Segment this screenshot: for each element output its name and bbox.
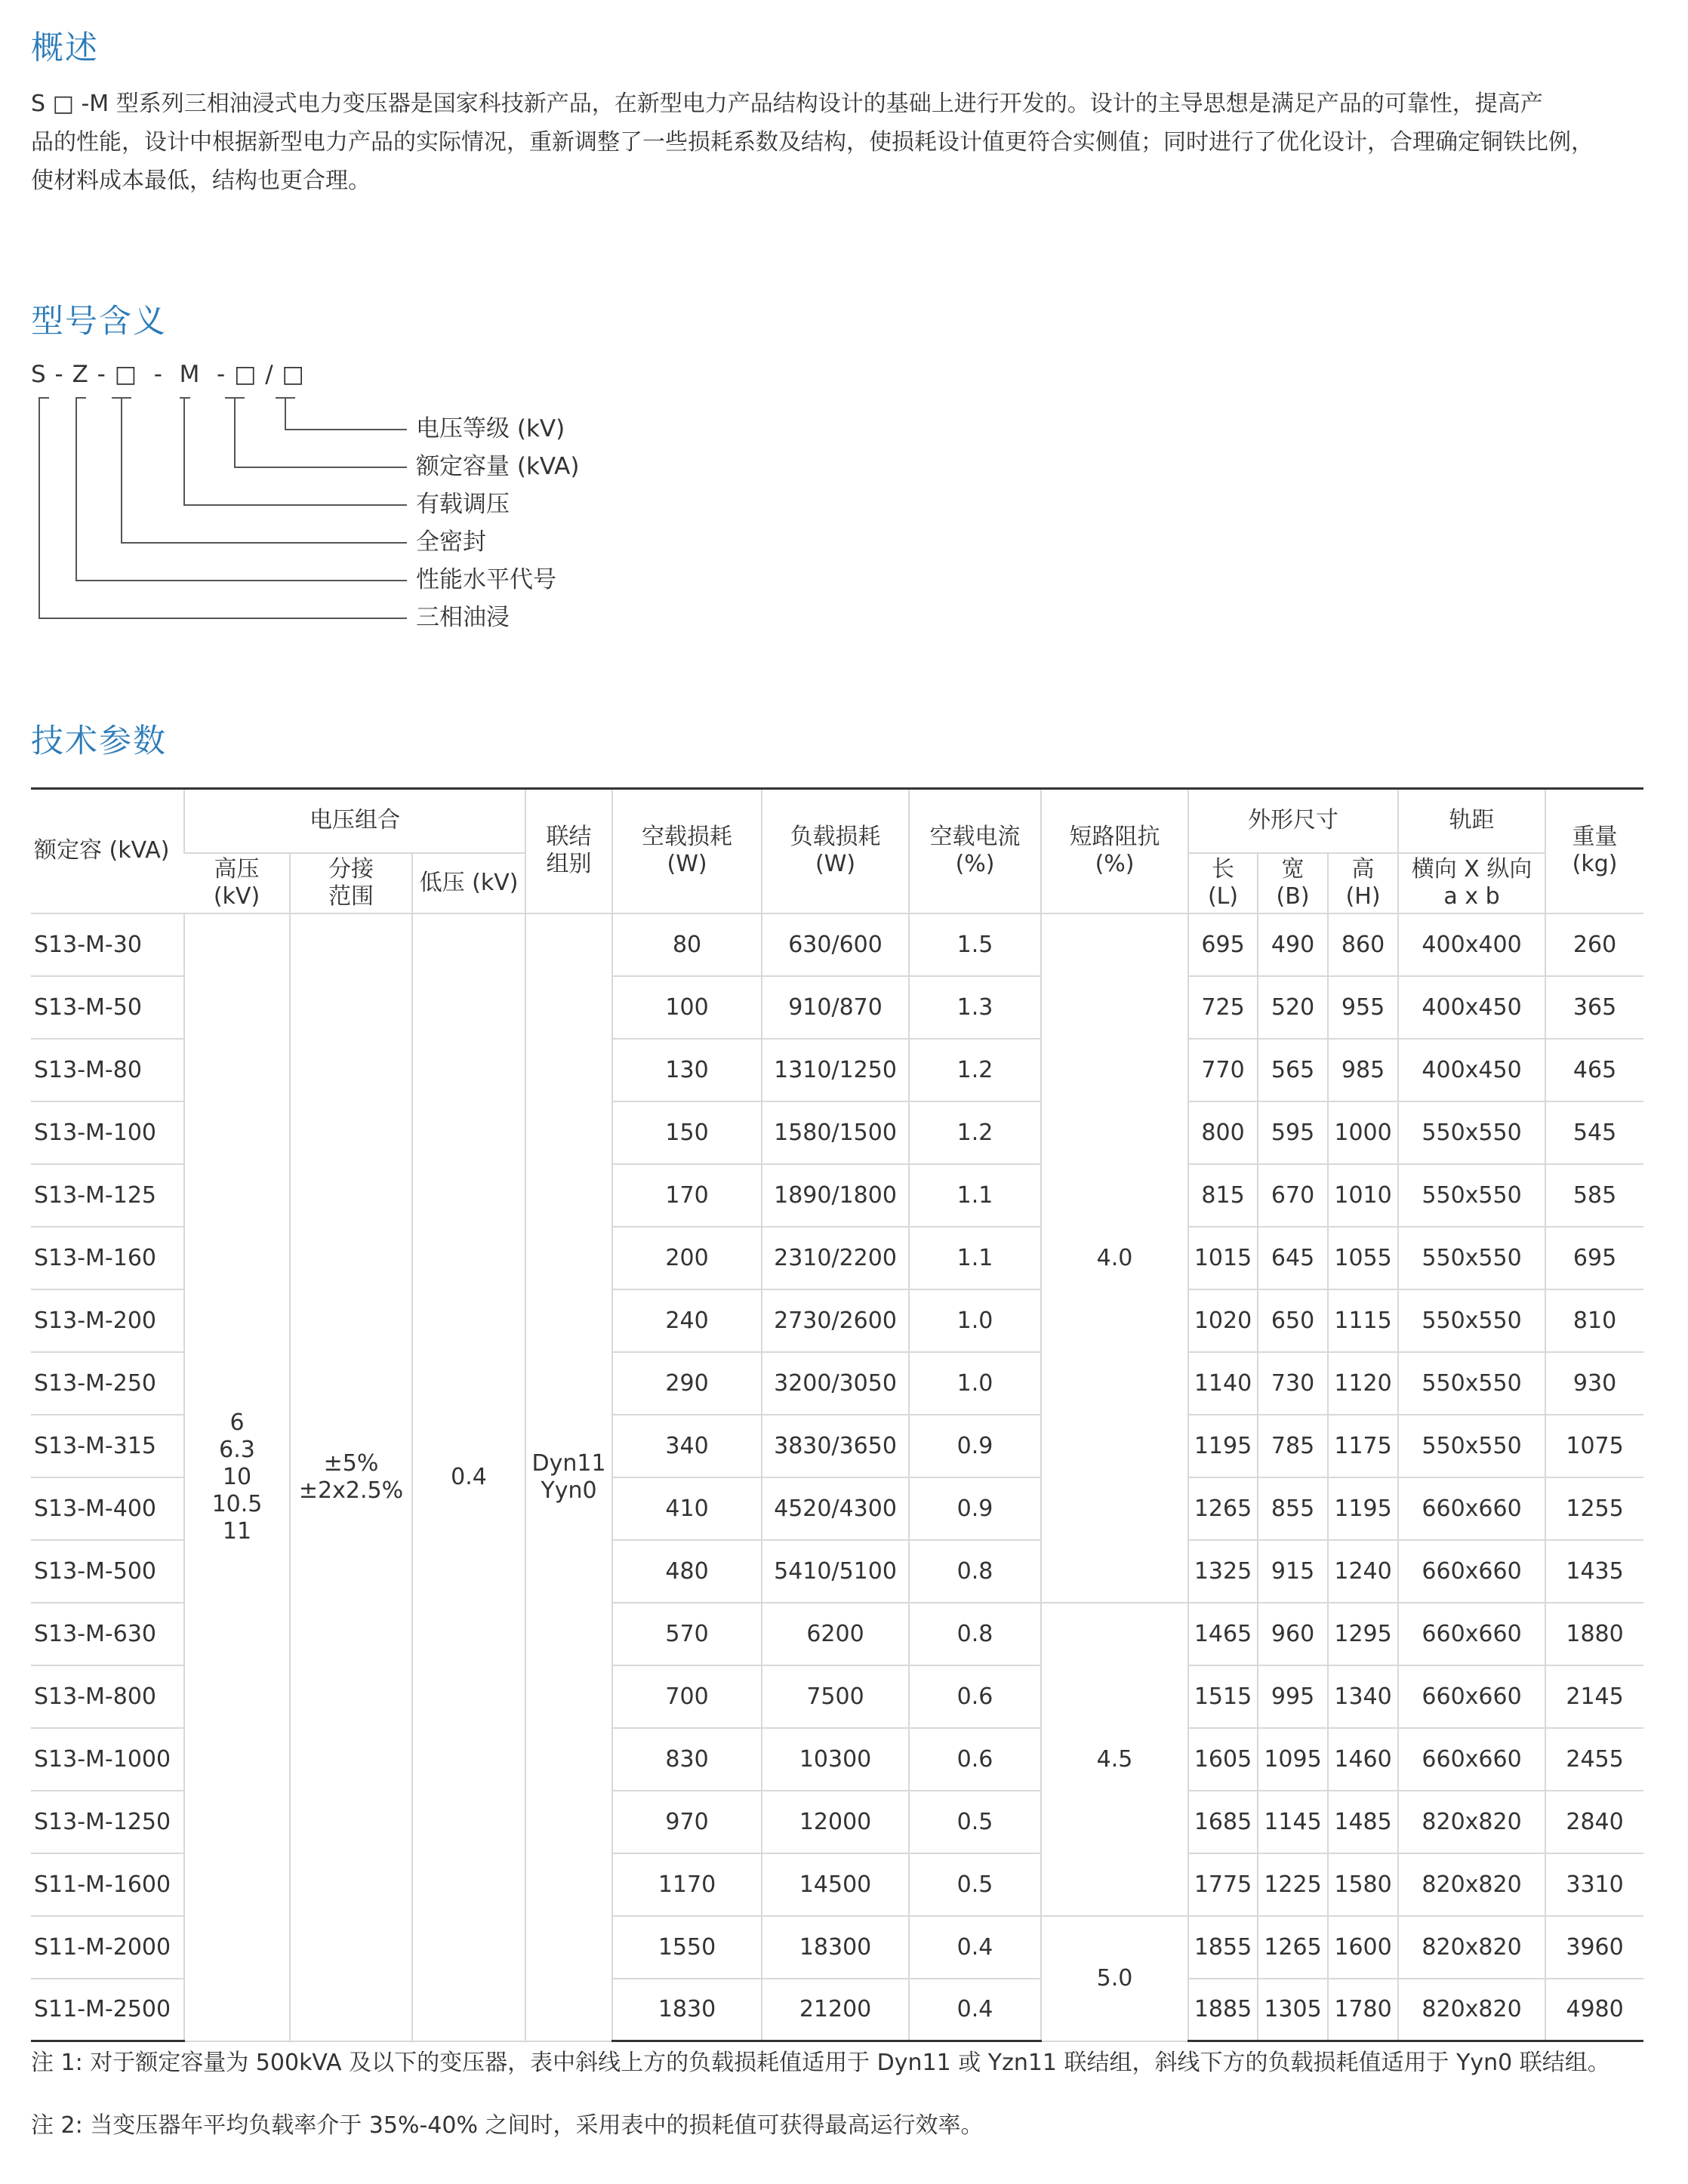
cell-no-load-loss: 480 bbox=[612, 1540, 762, 1603]
cell-length: 1855 bbox=[1188, 1916, 1258, 1979]
cell-no-load-current: 1.3 bbox=[909, 976, 1041, 1039]
cell-height: 1580 bbox=[1328, 1853, 1398, 1916]
cell-width: 855 bbox=[1258, 1477, 1328, 1540]
cell-length: 1465 bbox=[1188, 1603, 1258, 1665]
cell-width: 1145 bbox=[1258, 1791, 1328, 1853]
overview-line-1: S □ -M 型系列三相油浸式电力变压器是国家科技新产品，在新型电力产品结构设计的基础上进行开发的。设计的主导思想是满足产品的可靠性，提高产 bbox=[31, 91, 1543, 117]
cell-length: 725 bbox=[1188, 976, 1258, 1039]
cell-no-load-loss: 80 bbox=[612, 913, 762, 976]
label-fully-sealed: 全密封 bbox=[416, 528, 486, 556]
cell-weight: 2455 bbox=[1545, 1728, 1643, 1791]
cell-lv-merged: 0.4 bbox=[412, 913, 525, 2041]
cell-length: 1020 bbox=[1188, 1289, 1258, 1352]
header-height: 高 (H) bbox=[1328, 853, 1398, 913]
cell-weight: 1880 bbox=[1545, 1603, 1643, 1665]
cell-height: 1460 bbox=[1328, 1728, 1398, 1791]
header-hv: 高压 (kV) bbox=[184, 853, 290, 913]
cell-no-load-current: 1.1 bbox=[909, 1227, 1041, 1289]
cell-model: S13-M-125 bbox=[31, 1164, 184, 1227]
cell-no-load-current: 1.0 bbox=[909, 1352, 1041, 1415]
cell-weight: 2145 bbox=[1545, 1665, 1643, 1728]
cell-length: 695 bbox=[1188, 913, 1258, 976]
cell-load-loss: 18300 bbox=[762, 1916, 909, 1979]
cell-model: S13-M-1000 bbox=[31, 1728, 184, 1791]
label-voltage-class: 电压等级 (kV) bbox=[416, 415, 565, 442]
note-1: 注 1: 对于额定容量为 500kVA 及以下的变压器，表中斜线上方的负载损耗值适用于 Dyn11 或 Yzn11 联结组，斜线下方的负载损耗值适用于 Yyn0 联结组。 bbox=[31, 2050, 1610, 2076]
cell-impedance-group-3: 5.0 bbox=[1041, 1916, 1188, 2041]
cell-weight: 365 bbox=[1545, 976, 1643, 1039]
cell-no-load-loss: 1170 bbox=[612, 1853, 762, 1916]
cell-no-load-current: 1.5 bbox=[909, 913, 1041, 976]
cell-model: S13-M-400 bbox=[31, 1477, 184, 1540]
cell-no-load-loss: 240 bbox=[612, 1289, 762, 1352]
cell-no-load-current: 0.5 bbox=[909, 1791, 1041, 1853]
cell-no-load-loss: 130 bbox=[612, 1039, 762, 1101]
cell-gauge: 550x550 bbox=[1398, 1101, 1545, 1164]
cell-tap-merged: ±5% ±2x2.5% bbox=[290, 913, 412, 2041]
cell-width: 960 bbox=[1258, 1603, 1328, 1665]
cell-no-load-loss: 830 bbox=[612, 1728, 762, 1791]
cell-weight: 1075 bbox=[1545, 1415, 1643, 1477]
cell-load-loss: 4520/4300 bbox=[762, 1477, 909, 1540]
spec-table bbox=[31, 787, 1643, 2042]
cell-height: 1600 bbox=[1328, 1916, 1398, 1979]
cell-weight: 465 bbox=[1545, 1039, 1643, 1101]
cell-no-load-current: 1.2 bbox=[909, 1039, 1041, 1101]
cell-width: 490 bbox=[1258, 913, 1328, 976]
header-dimensions: 外形尺寸 bbox=[1188, 789, 1398, 853]
cell-load-loss: 10300 bbox=[762, 1728, 909, 1791]
cell-gauge: 550x550 bbox=[1398, 1352, 1545, 1415]
header-no-load-loss: 空载损耗 (W) bbox=[612, 789, 762, 913]
cell-model: S13-M-50 bbox=[31, 976, 184, 1039]
cell-no-load-current: 1.1 bbox=[909, 1164, 1041, 1227]
cell-height: 1485 bbox=[1328, 1791, 1398, 1853]
cell-gauge: 550x550 bbox=[1398, 1289, 1545, 1352]
cell-no-load-current: 0.9 bbox=[909, 1415, 1041, 1477]
cell-no-load-loss: 1550 bbox=[612, 1916, 762, 1979]
cell-no-load-loss: 170 bbox=[612, 1164, 762, 1227]
cell-load-loss: 1580/1500 bbox=[762, 1101, 909, 1164]
cell-length: 1265 bbox=[1188, 1477, 1258, 1540]
label-performance-code: 性能水平代号 bbox=[416, 566, 556, 593]
cell-no-load-loss: 200 bbox=[612, 1227, 762, 1289]
cell-gauge: 820x820 bbox=[1398, 1979, 1545, 2041]
cell-gauge: 660x660 bbox=[1398, 1603, 1545, 1665]
overview-line-3: 使材料成本最低，结构也更合理。 bbox=[31, 168, 371, 194]
cell-no-load-current: 1.0 bbox=[909, 1289, 1041, 1352]
cell-height: 955 bbox=[1328, 976, 1398, 1039]
cell-model: S13-M-80 bbox=[31, 1039, 184, 1101]
cell-gauge: 820x820 bbox=[1398, 1791, 1545, 1853]
cell-hv-merged: 6 6.3 10 10.5 11 bbox=[184, 913, 290, 2041]
cell-height: 1340 bbox=[1328, 1665, 1398, 1728]
cell-width: 650 bbox=[1258, 1289, 1328, 1352]
cell-width: 1225 bbox=[1258, 1853, 1328, 1916]
cell-gauge: 550x550 bbox=[1398, 1227, 1545, 1289]
cell-length: 770 bbox=[1188, 1039, 1258, 1101]
cell-impedance-group-2: 4.5 bbox=[1041, 1603, 1188, 1916]
cell-gauge: 400x450 bbox=[1398, 976, 1545, 1039]
model-heading: 型号含义 bbox=[31, 303, 167, 340]
cell-width: 995 bbox=[1258, 1665, 1328, 1728]
header-connection: 联结 组别 bbox=[525, 789, 612, 913]
cell-model: S13-M-100 bbox=[31, 1101, 184, 1164]
cell-weight: 810 bbox=[1545, 1289, 1643, 1352]
header-impedance: 短路阻抗 (%) bbox=[1041, 789, 1188, 913]
cell-gauge: 660x660 bbox=[1398, 1477, 1545, 1540]
cell-model: S13-M-1250 bbox=[31, 1791, 184, 1853]
cell-gauge: 660x660 bbox=[1398, 1540, 1545, 1603]
cell-load-loss: 6200 bbox=[762, 1603, 909, 1665]
cell-weight: 4980 bbox=[1545, 1979, 1643, 2041]
cell-weight: 930 bbox=[1545, 1352, 1643, 1415]
cell-gauge: 820x820 bbox=[1398, 1916, 1545, 1979]
cell-model: S11-M-2500 bbox=[31, 1979, 184, 2041]
cell-load-loss: 3830/3650 bbox=[762, 1415, 909, 1477]
cell-weight: 260 bbox=[1545, 913, 1643, 976]
cell-no-load-current: 0.4 bbox=[909, 1916, 1041, 1979]
cell-width: 1305 bbox=[1258, 1979, 1328, 2041]
header-rated-capacity: 额定容 (kVA) bbox=[31, 789, 184, 913]
cell-width: 595 bbox=[1258, 1101, 1328, 1164]
cell-width: 520 bbox=[1258, 976, 1328, 1039]
cell-length: 1515 bbox=[1188, 1665, 1258, 1728]
overview-paragraph bbox=[31, 85, 1654, 200]
cell-no-load-loss: 410 bbox=[612, 1477, 762, 1540]
cell-weight: 545 bbox=[1545, 1101, 1643, 1164]
cell-no-load-loss: 150 bbox=[612, 1101, 762, 1164]
cell-no-load-loss: 290 bbox=[612, 1352, 762, 1415]
cell-length: 815 bbox=[1188, 1164, 1258, 1227]
cell-weight: 3960 bbox=[1545, 1916, 1643, 1979]
cell-load-loss: 21200 bbox=[762, 1979, 909, 2041]
cell-no-load-loss: 570 bbox=[612, 1603, 762, 1665]
cell-model: S11-M-1600 bbox=[31, 1853, 184, 1916]
cell-length: 1885 bbox=[1188, 1979, 1258, 2041]
overview-line-2: 品的性能，设计中根据新型电力产品的实际情况，重新调整了一些损耗系数及结构，使损耗设计值更符合实侧值；同时进行了优化设计，合理确定铜铁比例， bbox=[31, 129, 1594, 156]
cell-gauge: 660x660 bbox=[1398, 1728, 1545, 1791]
cell-connection-merged: Dyn11 Yyn0 bbox=[525, 913, 612, 2041]
label-on-load-tap: 有载调压 bbox=[416, 491, 510, 518]
cell-model: S13-M-630 bbox=[31, 1603, 184, 1665]
cell-height: 1175 bbox=[1328, 1415, 1398, 1477]
cell-length: 800 bbox=[1188, 1101, 1258, 1164]
spec-table-wrapper bbox=[31, 787, 1643, 2042]
cell-width: 670 bbox=[1258, 1164, 1328, 1227]
cell-load-loss: 12000 bbox=[762, 1791, 909, 1853]
table-row bbox=[31, 913, 1643, 976]
cell-height: 1010 bbox=[1328, 1164, 1398, 1227]
cell-weight: 1255 bbox=[1545, 1477, 1643, 1540]
cell-width: 1095 bbox=[1258, 1728, 1328, 1791]
cell-load-loss: 1310/1250 bbox=[762, 1039, 909, 1101]
cell-height: 1195 bbox=[1328, 1477, 1398, 1540]
cell-model: S13-M-500 bbox=[31, 1540, 184, 1603]
cell-no-load-current: 0.6 bbox=[909, 1728, 1041, 1791]
cell-gauge: 550x550 bbox=[1398, 1164, 1545, 1227]
cell-no-load-loss: 100 bbox=[612, 976, 762, 1039]
cell-load-loss: 14500 bbox=[762, 1853, 909, 1916]
header-width: 宽 (B) bbox=[1258, 853, 1328, 913]
cell-height: 1115 bbox=[1328, 1289, 1398, 1352]
cell-no-load-current: 0.8 bbox=[909, 1540, 1041, 1603]
header-voltage-combo: 电压组合 bbox=[184, 789, 525, 853]
header-gauge: 轨距 bbox=[1398, 789, 1545, 853]
cell-weight: 695 bbox=[1545, 1227, 1643, 1289]
label-three-phase-oil: 三相油浸 bbox=[416, 604, 510, 631]
header-weight: 重量 (kg) bbox=[1545, 789, 1643, 913]
cell-gauge: 400x450 bbox=[1398, 1039, 1545, 1101]
cell-weight: 3310 bbox=[1545, 1853, 1643, 1916]
cell-height: 1780 bbox=[1328, 1979, 1398, 2041]
cell-weight: 2840 bbox=[1545, 1791, 1643, 1853]
cell-no-load-loss: 1830 bbox=[612, 1979, 762, 2041]
params-heading: 技术参数 bbox=[31, 722, 167, 760]
cell-gauge: 660x660 bbox=[1398, 1665, 1545, 1728]
cell-width: 645 bbox=[1258, 1227, 1328, 1289]
cell-load-loss: 7500 bbox=[762, 1665, 909, 1728]
cell-length: 1195 bbox=[1188, 1415, 1258, 1477]
cell-load-loss: 630/600 bbox=[762, 913, 909, 976]
cell-height: 1120 bbox=[1328, 1352, 1398, 1415]
header-length: 长 (L) bbox=[1188, 853, 1258, 913]
header-no-load-current: 空载电流 (%) bbox=[909, 789, 1041, 913]
header-load-loss: 负载损耗 (W) bbox=[762, 789, 909, 913]
cell-no-load-current: 0.8 bbox=[909, 1603, 1041, 1665]
cell-model: S13-M-800 bbox=[31, 1665, 184, 1728]
cell-no-load-current: 0.9 bbox=[909, 1477, 1041, 1540]
cell-height: 1295 bbox=[1328, 1603, 1398, 1665]
model-code: S - Z - □ - M - □ / □ bbox=[31, 361, 305, 388]
cell-model: S13-M-200 bbox=[31, 1289, 184, 1352]
cell-no-load-loss: 340 bbox=[612, 1415, 762, 1477]
note-2: 注 2: 当变压器年平均负载率介于 35%-40% 之间时，采用表中的损耗值可获得最高运行效率。 bbox=[31, 2112, 984, 2139]
cell-width: 785 bbox=[1258, 1415, 1328, 1477]
cell-height: 985 bbox=[1328, 1039, 1398, 1101]
overview-heading: 概述 bbox=[31, 29, 99, 67]
cell-gauge: 400x400 bbox=[1398, 913, 1545, 976]
cell-load-loss: 910/870 bbox=[762, 976, 909, 1039]
cell-width: 915 bbox=[1258, 1540, 1328, 1603]
cell-height: 1240 bbox=[1328, 1540, 1398, 1603]
cell-model: S13-M-315 bbox=[31, 1415, 184, 1477]
cell-load-loss: 1890/1800 bbox=[762, 1164, 909, 1227]
cell-height: 860 bbox=[1328, 913, 1398, 976]
cell-weight: 585 bbox=[1545, 1164, 1643, 1227]
header-tap: 分接 范围 bbox=[290, 853, 412, 913]
cell-load-loss: 2730/2600 bbox=[762, 1289, 909, 1352]
cell-no-load-current: 0.5 bbox=[909, 1853, 1041, 1916]
cell-no-load-loss: 700 bbox=[612, 1665, 762, 1728]
header-gauge-sub: 横向 X 纵向 a x b bbox=[1398, 853, 1545, 913]
cell-height: 1055 bbox=[1328, 1227, 1398, 1289]
cell-width: 1265 bbox=[1258, 1916, 1328, 1979]
cell-height: 1000 bbox=[1328, 1101, 1398, 1164]
label-rated-capacity: 额定容量 (kVA) bbox=[416, 453, 580, 480]
cell-no-load-current: 0.6 bbox=[909, 1665, 1041, 1728]
cell-model: S13-M-160 bbox=[31, 1227, 184, 1289]
cell-length: 1325 bbox=[1188, 1540, 1258, 1603]
cell-load-loss: 3200/3050 bbox=[762, 1352, 909, 1415]
cell-model: S13-M-30 bbox=[31, 913, 184, 976]
cell-length: 1775 bbox=[1188, 1853, 1258, 1916]
cell-no-load-current: 1.2 bbox=[909, 1101, 1041, 1164]
cell-impedance-group-1: 4.0 bbox=[1041, 913, 1188, 1603]
cell-width: 565 bbox=[1258, 1039, 1328, 1101]
header-lv: 低压 (kV) bbox=[412, 853, 525, 913]
cell-length: 1140 bbox=[1188, 1352, 1258, 1415]
cell-gauge: 820x820 bbox=[1398, 1853, 1545, 1916]
cell-no-load-current: 0.4 bbox=[909, 1979, 1041, 2041]
cell-weight: 1435 bbox=[1545, 1540, 1643, 1603]
cell-length: 1605 bbox=[1188, 1728, 1258, 1791]
cell-load-loss: 2310/2200 bbox=[762, 1227, 909, 1289]
cell-model: S13-M-250 bbox=[31, 1352, 184, 1415]
cell-gauge: 550x550 bbox=[1398, 1415, 1545, 1477]
cell-length: 1685 bbox=[1188, 1791, 1258, 1853]
cell-no-load-loss: 970 bbox=[612, 1791, 762, 1853]
cell-length: 1015 bbox=[1188, 1227, 1258, 1289]
cell-model: S11-M-2000 bbox=[31, 1916, 184, 1979]
cell-width: 730 bbox=[1258, 1352, 1328, 1415]
cell-load-loss: 5410/5100 bbox=[762, 1540, 909, 1603]
